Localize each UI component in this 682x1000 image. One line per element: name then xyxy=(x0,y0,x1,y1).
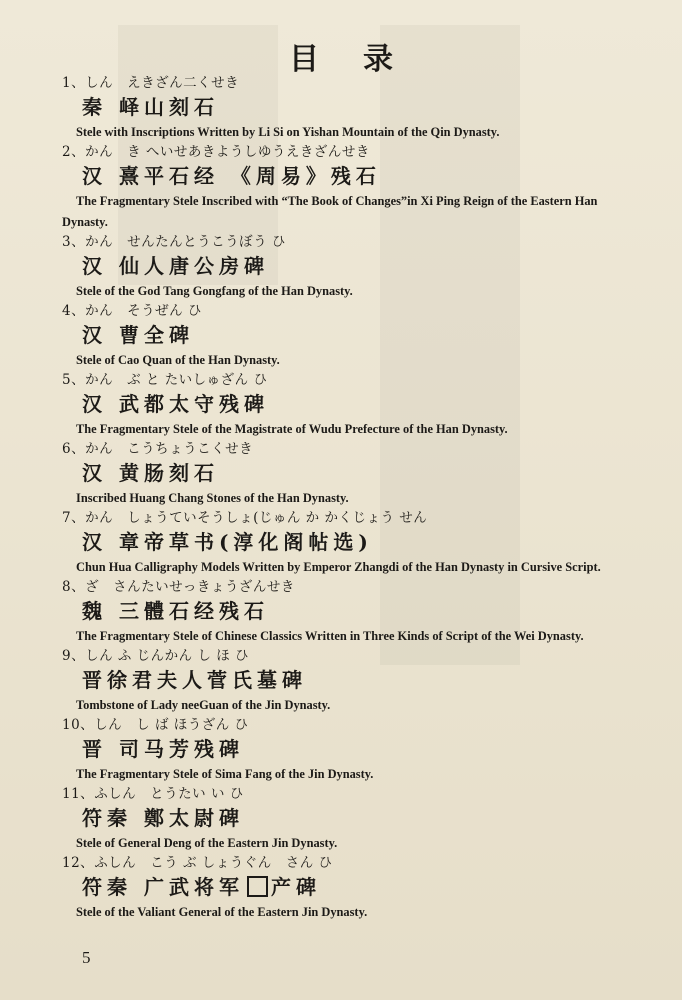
chinese-title: 魏 三體石经残石 xyxy=(82,599,269,623)
toc-entry-8[interactable] xyxy=(62,578,627,647)
japanese-reading: 5、かん ぶ と たいしゅざん ひ xyxy=(62,372,268,388)
english-title: The Fragmentary Stele of Sima Fang of the Jin Dynasty. xyxy=(76,767,374,781)
english-title: The Fragmentary Stele Inscribed with “The Book of Changes”in Xi Ping Reign of the Eastern Han Dynasty. xyxy=(62,194,598,229)
english-title: The Fragmentary Stele of the Magistrate of Wudu Prefecture of the Han Dynasty. xyxy=(76,422,508,436)
toc-entry-11[interactable] xyxy=(62,785,627,854)
chinese-title: 秦 峄山刻石 xyxy=(82,95,219,119)
chinese-title: 符秦 广武将军 产碑 xyxy=(82,875,321,899)
english-title: Stele of the Valiant General of the Eastern Jin Dynasty. xyxy=(76,905,368,919)
japanese-reading: 10、しん し ば ほうざん ひ xyxy=(62,717,249,733)
toc-entry-2[interactable] xyxy=(62,143,627,233)
table-of-contents xyxy=(62,74,627,923)
english-title: Tombstone of Lady neeGuan of the Jin Dynasty. xyxy=(76,698,331,712)
chinese-title: 晋 司马芳残碑 xyxy=(82,737,244,761)
chinese-title: 汉 武都太守残碑 xyxy=(82,392,269,416)
english-title: Stele with Inscriptions Written by Li Si on Yishan Mountain of the Qin Dynasty. xyxy=(76,125,500,139)
page-title: 目录 xyxy=(289,42,437,77)
toc-entry-4[interactable] xyxy=(62,302,627,371)
toc-entry-9[interactable] xyxy=(62,647,627,716)
chinese-title: 符秦 鄭太尉碑 xyxy=(82,806,244,830)
japanese-reading: 11、ふしん とうたい い ひ xyxy=(62,786,244,802)
missing-character-box xyxy=(247,876,268,897)
chinese-title: 汉 曹全碑 xyxy=(82,323,194,347)
japanese-reading: 4、かん そうぜん ひ xyxy=(62,303,202,319)
japanese-reading: 12、ふしん こう ぶ しょうぐん さん ひ xyxy=(62,855,333,871)
toc-entry-10[interactable] xyxy=(62,716,627,785)
english-title: Chun Hua Calligraphy Models Written by Emperor Zhangdi of the Han Dynasty in Cursive Script. xyxy=(76,560,601,574)
japanese-reading: 7、かん しょうていそうしょ(じゅん か かくじょう せん xyxy=(62,510,428,526)
chinese-title: 汉 仙人唐公房碑 xyxy=(82,254,269,278)
toc-entry-6[interactable] xyxy=(62,440,627,509)
toc-entry-12[interactable] xyxy=(62,854,627,923)
english-title: Stele of General Deng of the Eastern Jin Dynasty. xyxy=(76,836,338,850)
english-title: The Fragmentary Stele of Chinese Classics Written in Three Kinds of Script of the Wei Dynasty. xyxy=(76,629,584,643)
toc-entry-1[interactable] xyxy=(62,74,627,143)
japanese-reading: 9、しん ふ じんかん し ほ ひ xyxy=(62,648,250,664)
english-title: Inscribed Huang Chang Stones of the Han Dynasty. xyxy=(76,491,349,505)
chinese-title: 汉 章帝草书(淳化阁帖选) xyxy=(82,530,373,554)
toc-entry-7[interactable] xyxy=(62,509,627,578)
chinese-title: 汉 黄肠刻石 xyxy=(82,461,219,485)
chinese-title: 汉 熹平石经 《周易》残石 xyxy=(82,164,381,188)
toc-entry-5[interactable] xyxy=(62,371,627,440)
japanese-reading: 6、かん こうちょうこくせき xyxy=(62,441,254,457)
toc-entry-3[interactable] xyxy=(62,233,627,302)
japanese-reading: 1、しん えきざん二くせき xyxy=(62,75,240,91)
page-number: 5 xyxy=(82,948,91,967)
english-title: Stele of Cao Quan of the Han Dynasty. xyxy=(76,353,280,367)
japanese-reading: 2、かん き へいせあきようしゆうえきざんせき xyxy=(62,144,370,160)
japanese-reading: 3、かん せんたんとうこうぼう ひ xyxy=(62,234,286,250)
english-title: Stele of the God Tang Gongfang of the Han Dynasty. xyxy=(76,284,353,298)
japanese-reading: 8、ざ さんたいせっきょうざんせき xyxy=(62,579,295,595)
chinese-title: 晋徐君夫人菅氏墓碑 xyxy=(82,668,307,692)
